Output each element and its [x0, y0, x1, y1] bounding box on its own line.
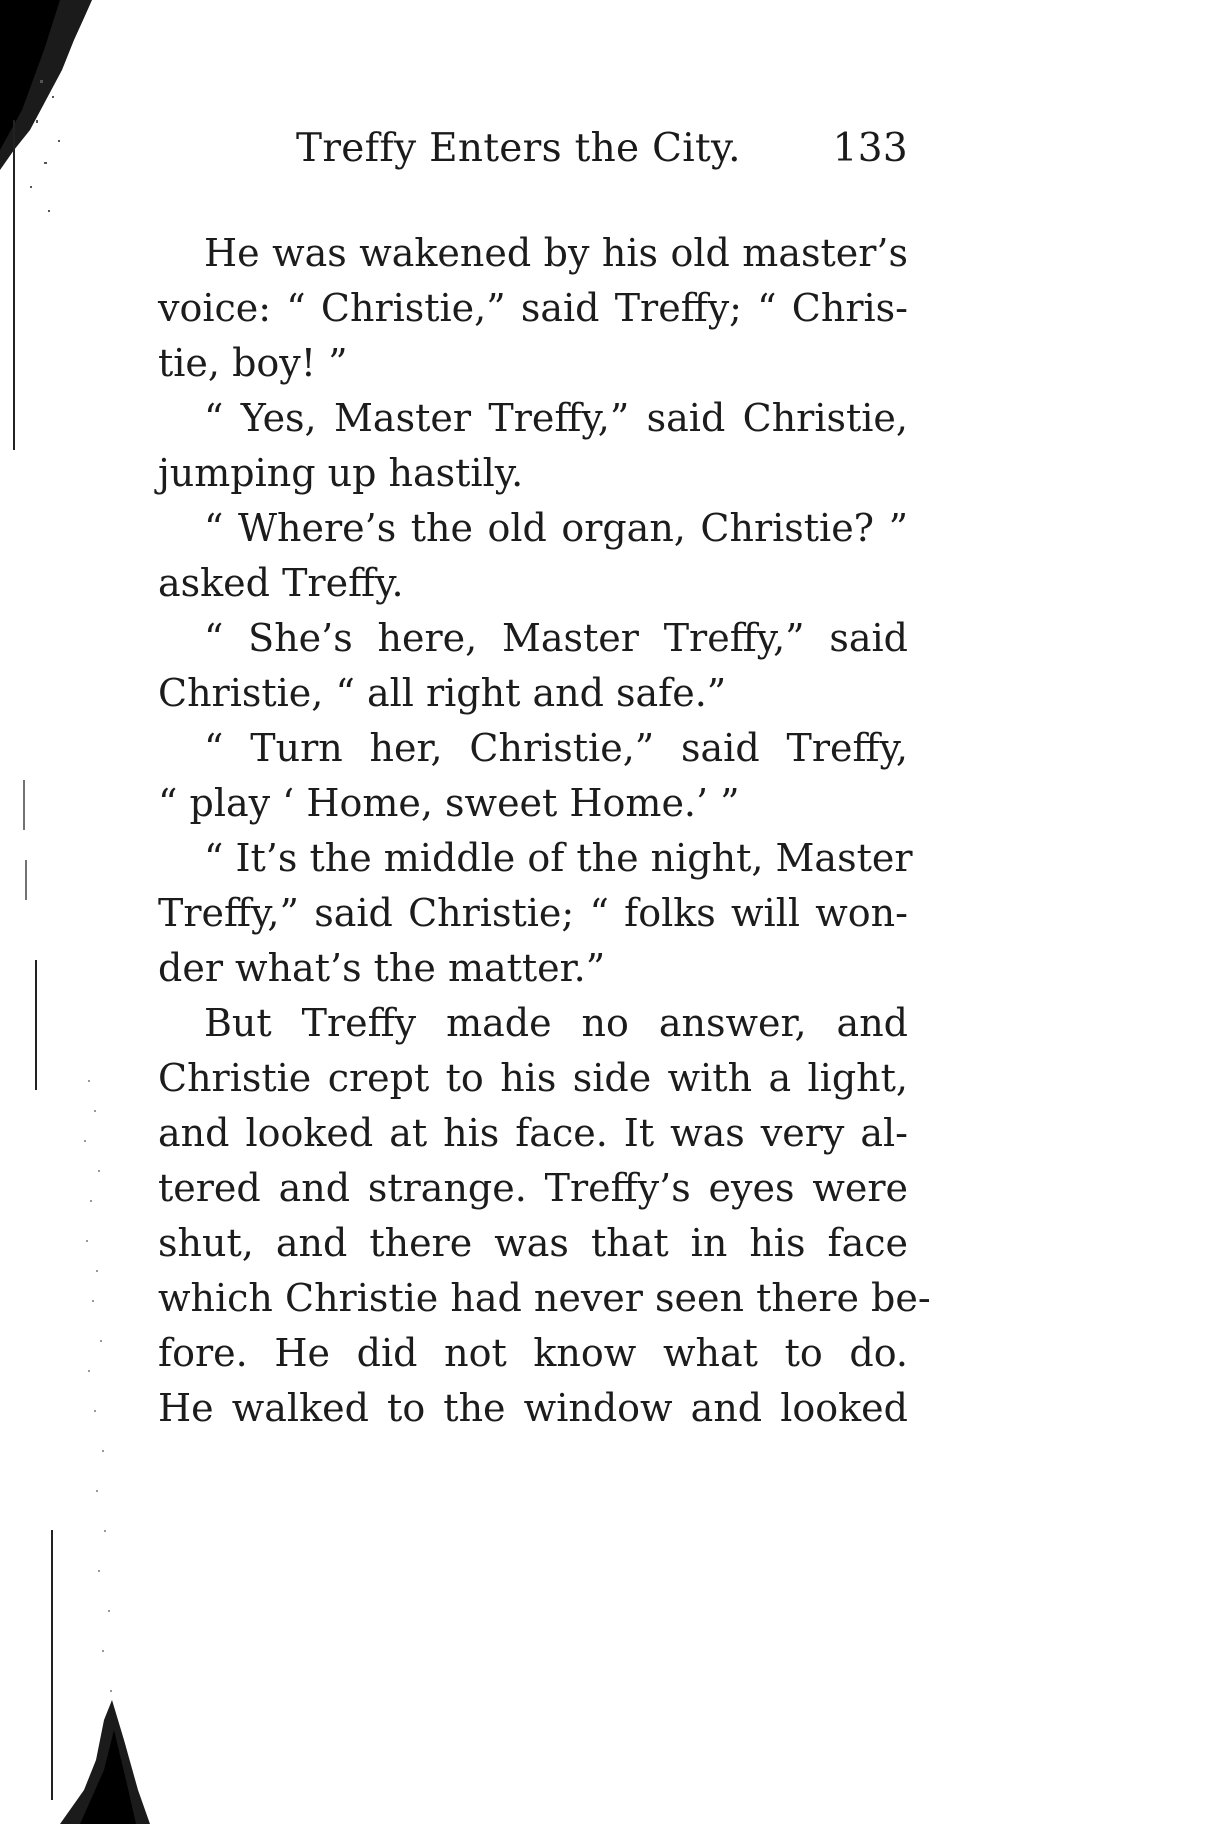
- text-line: Treffy,” said Christie; “ folks will won-: [158, 891, 908, 935]
- text-line: He was wakened by his old master’s: [204, 231, 908, 275]
- text-line: But Treffy made no answer, and: [204, 1001, 908, 1045]
- text-line: fore. He did not know what to do.: [158, 1331, 908, 1375]
- text-line: which Christie had never seen there be-: [158, 1276, 931, 1320]
- text-line: and looked at his face. It was very al-: [158, 1111, 908, 1155]
- running-header: [296, 126, 908, 176]
- page-number: 133: [832, 126, 908, 171]
- text-line: “ play ‘ Home, sweet Home.’ ”: [158, 781, 740, 825]
- running-title: Treffy Enters the City.: [296, 126, 741, 171]
- text-line: asked Treffy.: [158, 561, 404, 605]
- text-line: He walked to the window and looked: [158, 1386, 908, 1430]
- text-line: der what’s the matter.”: [158, 946, 606, 990]
- text-line: voice: “ Christie,” said Treffy; “ Chris-: [158, 286, 908, 330]
- text-line: Christie crept to his side with a light,: [158, 1056, 908, 1100]
- text-line: “ Yes, Master Treffy,” said Christie,: [204, 396, 908, 440]
- text-line: tie, boy! ”: [158, 341, 348, 385]
- text-line: Christie, “ all right and safe.”: [158, 671, 727, 715]
- text-line: “ She’s here, Master Treffy,” said: [204, 616, 908, 660]
- text-line: “ Turn her, Christie,” said Treffy,: [204, 726, 908, 770]
- body-text: [158, 226, 931, 1436]
- text-line: “ Where’s the old organ, Christie? ”: [204, 506, 908, 550]
- scanned-page-edge: [0, 0, 150, 1824]
- text-line: tered and strange. Treffy’s eyes were: [158, 1166, 908, 1210]
- text-line: “ It’s the middle of the night, Master: [204, 836, 913, 880]
- text-line: shut, and there was that in his face: [158, 1221, 908, 1265]
- text-line: jumping up hastily.: [158, 451, 524, 495]
